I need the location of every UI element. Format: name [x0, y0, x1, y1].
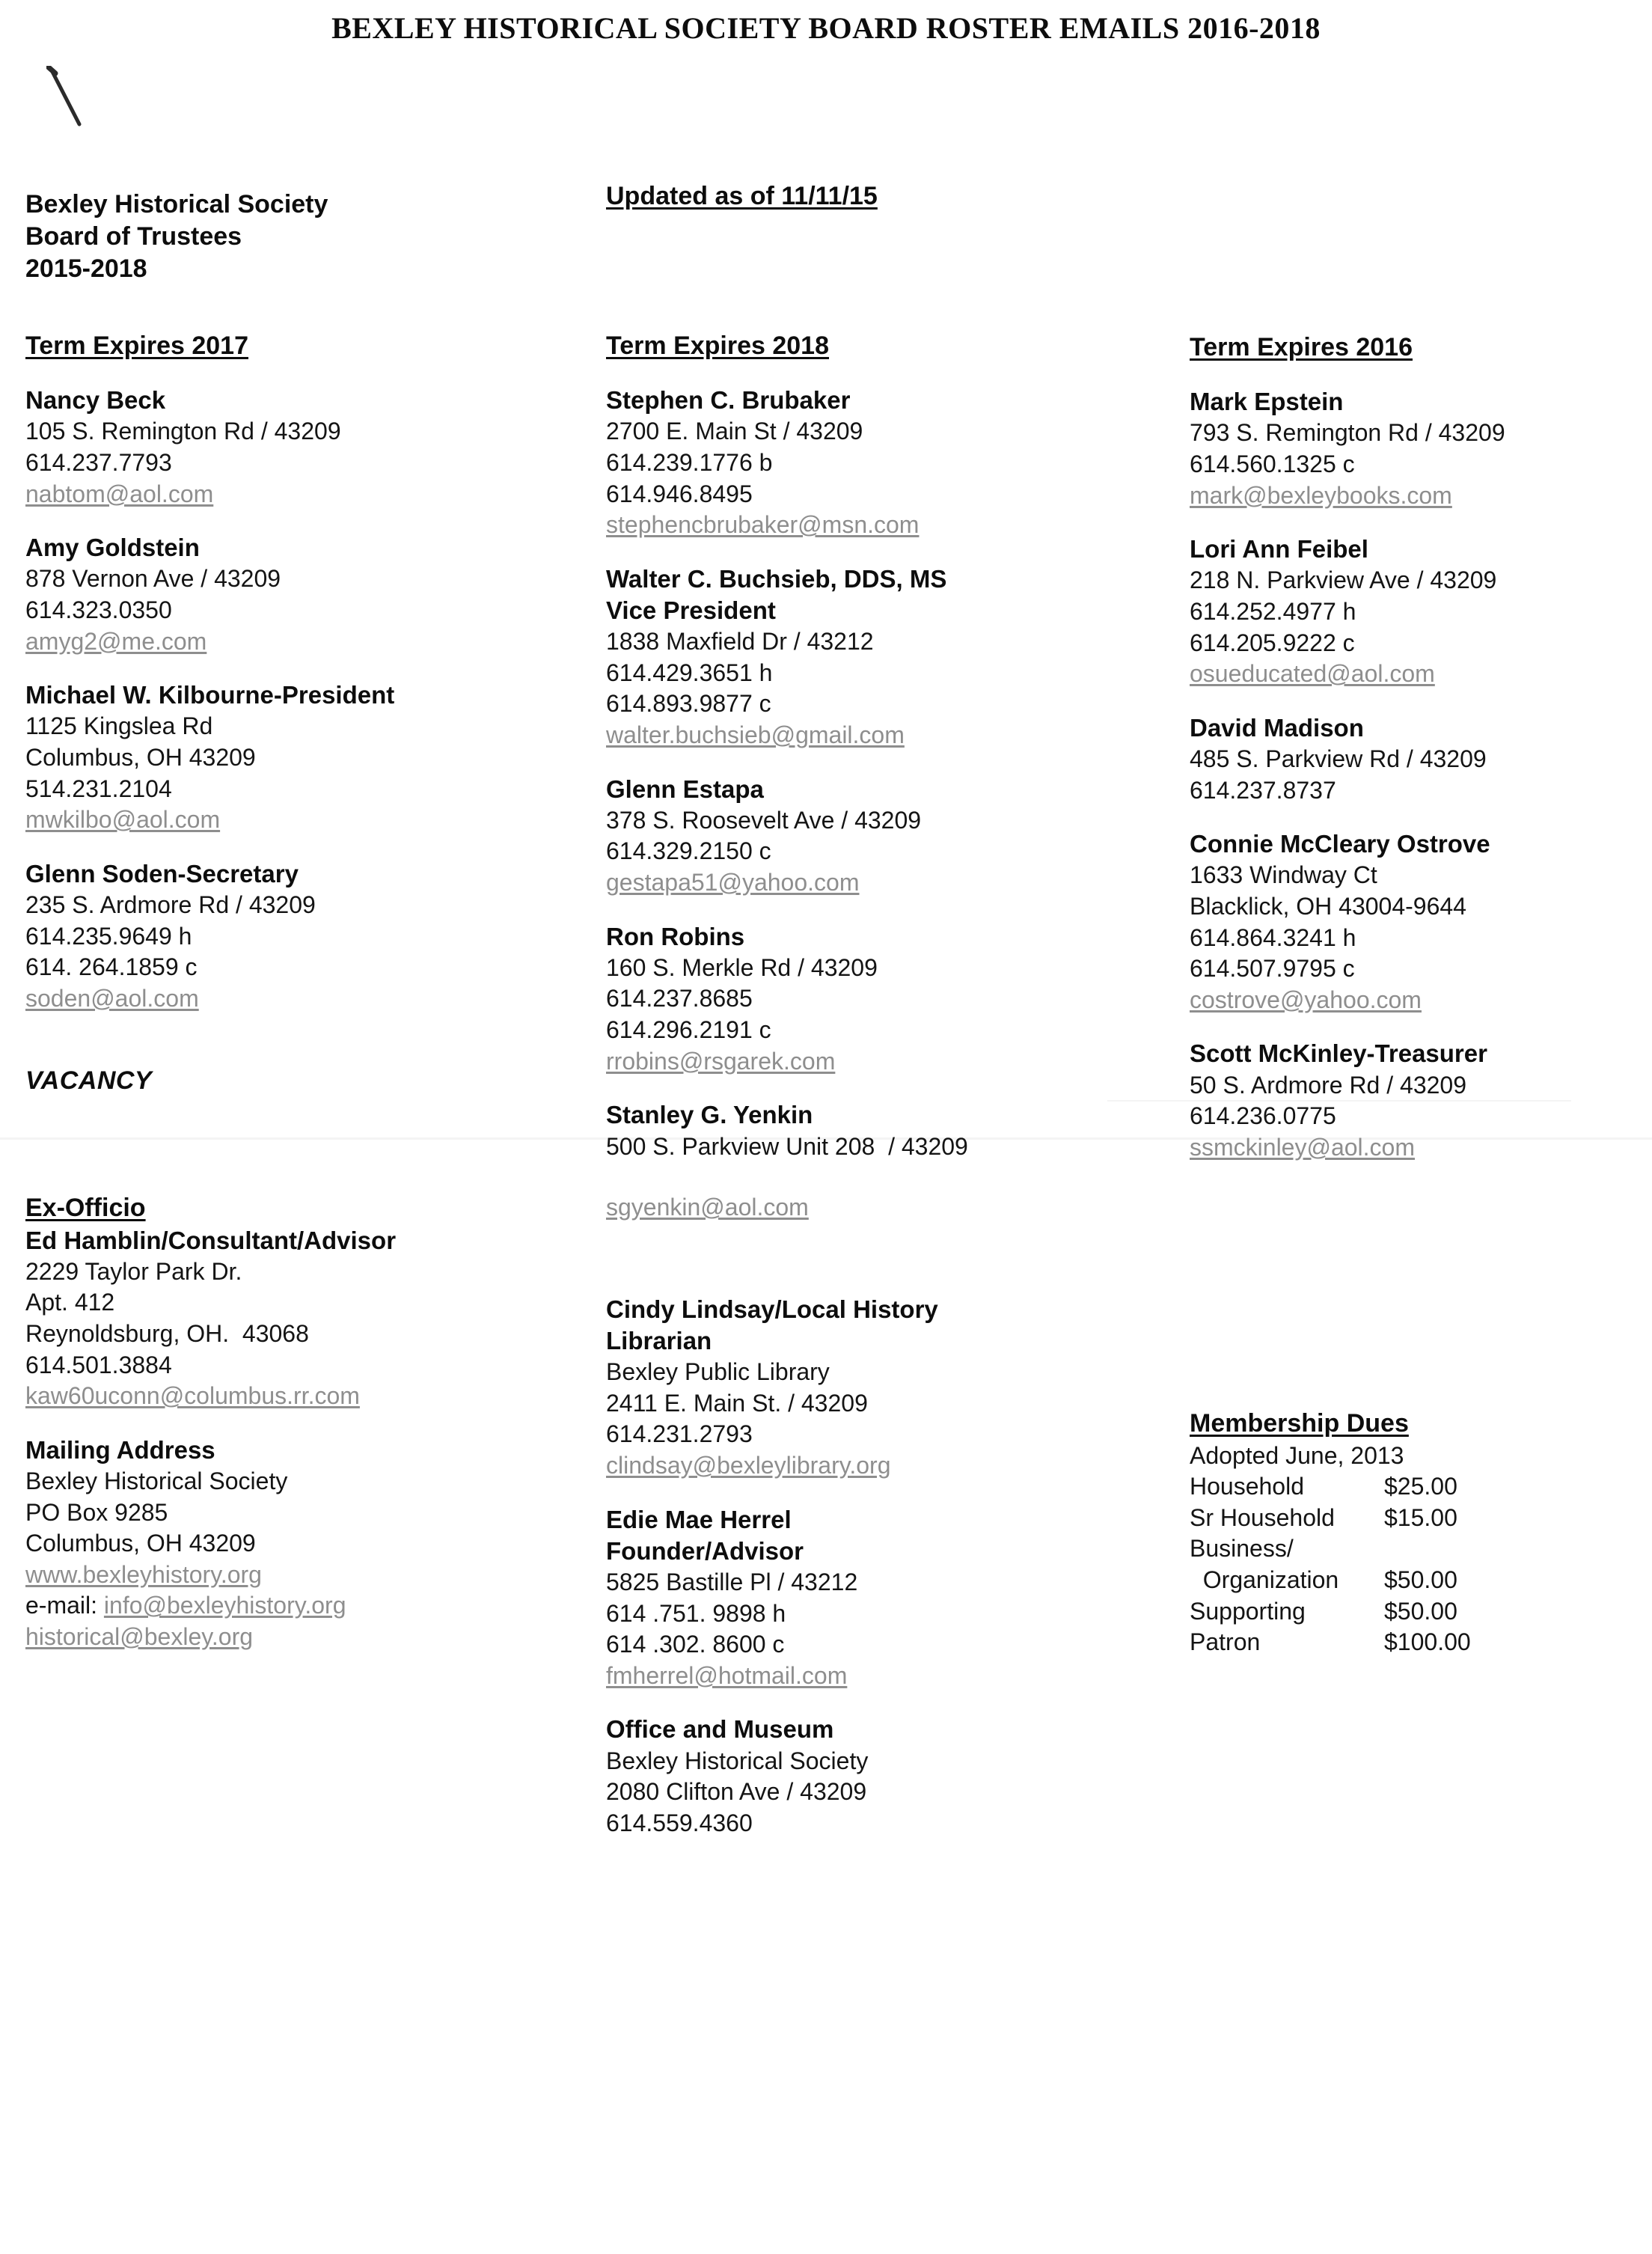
member-entry [606, 385, 1107, 541]
founder-email[interactable]: fmherrel@hotmail.com [606, 1661, 848, 1689]
office-heading: Office and Museum [606, 1715, 834, 1744]
member-email[interactable]: mark@bexleybooks.com [1190, 481, 1452, 509]
founder-title: Founder/Advisor [606, 1536, 804, 1565]
dues-row [1190, 1565, 1639, 1596]
mailing-address-heading: Mailing Address [25, 1435, 215, 1464]
member-email[interactable]: sgyenkin@aol.com [606, 1194, 809, 1221]
member-phone-cell: 614.507.9795 c [1190, 955, 1355, 983]
member-title: Vice President [606, 596, 776, 625]
member-address: 160 S. Merkle Rd / 43209 [606, 953, 878, 981]
founder-phone-cell: 614 .302. 8600 c [606, 1631, 785, 1658]
dues-amount: $100.00 [1384, 1628, 1471, 1656]
member-phone-cell: 614.329.2150 c [606, 837, 771, 865]
dues-row [1190, 1533, 1639, 1565]
librarian-block [606, 1294, 1107, 1482]
member-name: Connie McCleary Ostrove [1190, 830, 1490, 858]
member-phone-cell: 614.205.9222 c [1190, 629, 1355, 656]
founder-name: Edie Mae Herrel [606, 1505, 792, 1533]
dues-adopted: Adopted June, 2013 [1190, 1441, 1404, 1469]
dues-heading: Membership Dues [1190, 1409, 1409, 1438]
column-term-expires-2017 [25, 329, 549, 1653]
member-entry [25, 679, 549, 836]
member-phone-cell: 614.893.9877 c [606, 690, 771, 718]
org-subtitle: Board of Trustees [25, 222, 242, 251]
librarian-address: 2411 E. Main St. / 43209 [606, 1389, 868, 1417]
member-email[interactable]: rrobins@rsgarek.com [606, 1047, 836, 1075]
website-link[interactable]: www.bexleyhistory.org [25, 1560, 262, 1588]
member-phone: 514.231.2104 [25, 775, 172, 802]
ex-officio-block [25, 1191, 549, 1411]
dues-label: Organization [1190, 1566, 1339, 1594]
updated-label: Updated as of 11/11/15 [606, 182, 878, 210]
dues-row [1190, 1471, 1639, 1503]
librarian-org: Bexley Public Library [606, 1358, 830, 1386]
ex-officio-name: Ed Hamblin/Consultant/Advisor [25, 1226, 397, 1254]
page-title: BEXLEY HISTORICAL SOCIETY BOARD ROSTER EMAILS 2016-2018 [331, 11, 1321, 45]
member-phone-home: 614.252.4977 h [1190, 598, 1356, 626]
member-name: Stephen C. Brubaker [606, 386, 851, 415]
member-address: 235 S. Ardmore Rd / 43209 [25, 891, 316, 919]
dues-label: Sr Household [1190, 1503, 1335, 1531]
org-header-block [25, 189, 549, 284]
member-name: Ron Robins [606, 922, 745, 950]
member-phone: 614.237.8685 [606, 985, 753, 1013]
mailing-email-1[interactable]: info@bexleyhistory.org [103, 1592, 346, 1619]
dues-label: Supporting [1190, 1597, 1306, 1625]
member-address: 500 S. Parkview Unit 208 / 43209 [606, 1132, 968, 1160]
member-email[interactable]: ssmckinley@aol.com [1190, 1133, 1415, 1161]
member-name: David Madison [1190, 713, 1364, 742]
member-phone: 614.323.0350 [25, 596, 172, 624]
member-email[interactable]: osueducated@aol.com [1190, 660, 1435, 688]
member-name: Scott McKinley-Treasurer [1190, 1039, 1487, 1068]
member-address: 378 S. Roosevelt Ave / 43209 [606, 806, 922, 834]
dues-row [1190, 1627, 1639, 1658]
member-address: 1633 Windway Ct [1190, 861, 1377, 889]
member-address: 878 Vernon Ave / 43209 [25, 565, 281, 593]
member-email[interactable]: walter.buchsieb@gmail.com [606, 721, 905, 749]
office-phone: 614.559.4360 [606, 1809, 753, 1836]
ex-officio-city: Reynoldsburg, OH. 43068 [25, 1320, 309, 1348]
member-city: Columbus, OH 43209 [25, 744, 256, 772]
member-address: 793 S. Remington Rd / 43209 [1190, 419, 1505, 447]
mailing-city: Columbus, OH 43209 [25, 1530, 256, 1557]
member-name: Glenn Estapa [606, 775, 764, 803]
section-heading-2018: Term Expires 2018 [606, 332, 829, 360]
member-email[interactable]: soden@aol.com [25, 984, 199, 1012]
member-email[interactable]: amyg2@me.com [25, 627, 207, 655]
member-email[interactable]: stephencbrubaker@msn.com [606, 511, 920, 539]
member-phone: 614.236.0775 [1190, 1102, 1336, 1130]
dues-label: Business/ [1190, 1535, 1294, 1563]
librarian-name: Cindy Lindsay/Local History [606, 1295, 938, 1323]
org-name: Bexley Historical Society [25, 190, 328, 219]
vacancy-label: VACANCY [25, 1066, 153, 1096]
member-phone-alt: 614.946.8495 [606, 480, 753, 507]
librarian-title: Librarian [606, 1326, 712, 1354]
member-phone-home: 614.235.9649 h [25, 922, 192, 950]
librarian-email[interactable]: clindsay@bexleylibrary.org [606, 1451, 891, 1479]
member-entry [25, 858, 549, 1015]
member-name: Walter C. Buchsieb, DDS, MS [606, 564, 947, 593]
member-entry [606, 774, 1107, 899]
mailing-email-2[interactable]: historical@bexley.org [25, 1623, 254, 1651]
mailing-pobox: PO Box 9285 [25, 1498, 168, 1526]
member-address: 1125 Kingslea Rd [25, 712, 213, 740]
column-term-expires-2016 [1190, 331, 1639, 1658]
member-name: Mark Epstein [1190, 388, 1344, 416]
member-email[interactable]: nabtom@aol.com [25, 480, 214, 507]
member-entry [1190, 534, 1639, 690]
member-email[interactable]: mwkilbo@aol.com [25, 806, 221, 834]
ex-officio-phone: 614.501.3884 [25, 1351, 172, 1378]
office-address: 2080 Clifton Ave / 43209 [606, 1778, 867, 1806]
member-name: Stanley G. Yenkin [606, 1101, 813, 1129]
dues-amount: $50.00 [1384, 1566, 1457, 1594]
librarian-phone: 614.231.2793 [606, 1420, 753, 1448]
member-name: Amy Goldstein [25, 534, 200, 562]
founder-address: 5825 Bastille Pl / 43212 [606, 1569, 858, 1595]
dues-amount: $50.00 [1384, 1597, 1457, 1625]
founder-phone-home: 614 .751. 9898 h [606, 1599, 786, 1627]
dues-label: Patron [1190, 1628, 1261, 1656]
member-entry [1190, 828, 1639, 1015]
member-phone-cell: 614.560.1325 c [1190, 451, 1355, 478]
ex-officio-email[interactable]: kaw60uconn@columbus.rr.com [25, 1382, 360, 1410]
mailing-org: Bexley Historical Society [25, 1467, 288, 1495]
updated-stamp [606, 180, 878, 213]
member-address: 2700 E. Main St / 43209 [606, 418, 863, 445]
member-city: Blacklick, OH 43004-9644 [1190, 893, 1466, 920]
member-phone-cell: 614.296.2191 c [606, 1016, 771, 1044]
section-heading-2017: Term Expires 2017 [25, 332, 248, 360]
member-entry [25, 532, 549, 657]
member-phone-home: 614.429.3651 h [606, 659, 773, 686]
dues-label: Household [1190, 1473, 1304, 1500]
ex-officio-heading: Ex-Officio [25, 1194, 146, 1223]
section-heading-2016: Term Expires 2016 [1190, 333, 1413, 361]
dues-amount: $25.00 [1384, 1473, 1457, 1500]
mailing-address-block [25, 1435, 549, 1653]
member-entry [606, 1099, 1107, 1223]
office-museum-block [606, 1714, 1107, 1839]
member-entry [606, 921, 1107, 1078]
member-name: Michael W. Kilbourne-President [25, 681, 395, 709]
email-label: e-mail: [25, 1592, 104, 1619]
member-email[interactable]: gestapa51@yahoo.com [606, 869, 860, 897]
org-years: 2015-2018 [25, 254, 147, 283]
member-phone-cell: 614. 264.1859 c [25, 953, 198, 981]
email-line [25, 1590, 549, 1622]
dues-row [1190, 1503, 1639, 1534]
ex-officio-address: 2229 Taylor Park Dr. [25, 1257, 242, 1285]
member-entry [606, 564, 1107, 751]
member-address: 485 S. Parkview Rd / 43209 [1190, 745, 1487, 773]
member-phone: 614.237.8737 [1190, 776, 1336, 804]
member-address: 50 S. Ardmore Rd / 43209 [1190, 1071, 1466, 1099]
member-name: Nancy Beck [25, 386, 166, 415]
member-name: Lori Ann Feibel [1190, 535, 1368, 564]
member-entry [25, 385, 549, 510]
member-entry [1190, 386, 1639, 511]
member-address: 218 N. Parkview Ave / 43209 [1190, 566, 1497, 594]
member-phone-home: 614.864.3241 h [1190, 923, 1356, 951]
ex-officio-apt: Apt. 412 [25, 1289, 115, 1316]
dues-amount: $15.00 [1384, 1503, 1457, 1531]
member-name: Glenn Soden-Secretary [25, 859, 299, 888]
scan-artifact-pen-stroke [46, 66, 85, 130]
office-org: Bexley Historical Society [606, 1747, 869, 1774]
member-address: 1838 Maxfield Dr / 43212 [606, 628, 874, 656]
founder-block [606, 1504, 1107, 1692]
member-address: 105 S. Remington Rd / 43209 [25, 418, 341, 445]
member-entry [1190, 712, 1639, 806]
member-phone: 614.237.7793 [25, 449, 172, 477]
member-entry [1190, 1038, 1639, 1163]
dues-amount [1384, 1533, 1519, 1565]
member-phone-business: 614.239.1776 b [606, 449, 773, 477]
member-email[interactable]: costrove@yahoo.com [1190, 986, 1422, 1013]
column-term-expires-2018 [606, 329, 1107, 1839]
membership-dues-block [1190, 1407, 1639, 1658]
dues-row [1190, 1596, 1639, 1628]
